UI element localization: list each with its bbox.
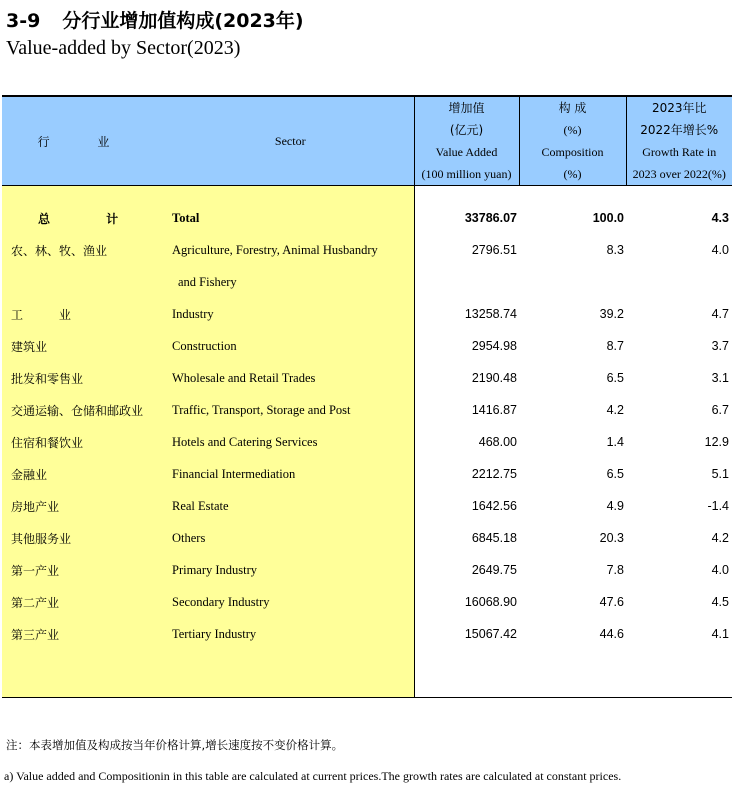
row-value-added xyxy=(414,266,519,298)
row-sector-en: Traffic, Transport, Storage and Post xyxy=(167,394,414,426)
table-title-cn xyxy=(6,6,304,33)
row-industry-cn: 其他服务业 xyxy=(2,522,167,554)
table-row xyxy=(2,490,732,522)
row-growth-rate: 12.9 xyxy=(704,435,729,449)
row-growth-rate: 6.7 xyxy=(711,403,729,417)
row-sector-en: Industry xyxy=(167,298,414,330)
row-industry-cn: 工 业 xyxy=(2,298,167,330)
row-growth-rate: 3.1 xyxy=(711,371,729,385)
row-growth-rate: 4.1 xyxy=(711,627,729,641)
table-row xyxy=(2,266,732,298)
header-industry-cn: 行 业 xyxy=(2,96,167,186)
footnote-cn: 注：本表增加值及构成按当年价格计算,增长速度按不变价格计算。 xyxy=(6,738,344,752)
row-composition: 7.8 xyxy=(606,563,624,577)
row-composition xyxy=(519,266,626,298)
row-industry-cn: 批发和零售业 xyxy=(2,362,167,394)
row-industry-cn: 第一产业 xyxy=(2,554,167,586)
row-industry-cn: 建筑业 xyxy=(2,330,167,362)
row-composition: 1.4 xyxy=(606,435,624,449)
header-growth-rate: 2023年比 2022年增长% Growth Rate in 2023 over 2022(%) xyxy=(626,96,732,186)
row-growth-rate: 5.1 xyxy=(711,467,729,481)
row-composition: 44.6 xyxy=(599,627,624,641)
row-composition: 4.9 xyxy=(606,499,624,513)
row-composition: 100.0 xyxy=(592,211,624,225)
row-growth-rate: 4.7 xyxy=(711,307,729,321)
spacer-row xyxy=(2,186,732,203)
table-row xyxy=(2,554,732,586)
row-sector-en: Secondary Industry xyxy=(167,586,414,618)
row-sector-en: Tertiary Industry xyxy=(167,618,414,650)
row-value-added: 1642.56 xyxy=(471,499,517,513)
row-composition: 39.2 xyxy=(599,307,624,321)
row-value-added: 1416.87 xyxy=(471,403,517,417)
row-industry-cn: 交通运输、仓储和邮政业 xyxy=(2,394,167,426)
row-industry-cn: 第三产业 xyxy=(2,618,167,650)
row-industry-cn: 总 计 xyxy=(2,202,167,234)
table-row xyxy=(2,330,732,362)
row-composition: 8.7 xyxy=(606,339,624,353)
row-sector-en: Total xyxy=(167,202,414,234)
row-sector-en: Financial Intermediation xyxy=(167,458,414,490)
row-value-added: 15067.42 xyxy=(464,627,517,641)
row-industry-cn: 第二产业 xyxy=(2,586,167,618)
row-value-added: 2212.75 xyxy=(471,467,517,481)
footnote-en: a) Value added and Compositionin in this table are calculated at current prices.The growth rates are calculated at constant prices. xyxy=(4,769,622,783)
table-row xyxy=(2,394,732,426)
row-value-added: 2796.51 xyxy=(471,243,517,257)
row-industry-cn: 住宿和餐饮业 xyxy=(2,426,167,458)
table-row xyxy=(2,298,732,330)
row-composition: 20.3 xyxy=(599,531,624,545)
row-value-added: 2649.75 xyxy=(471,563,517,577)
header-value-added: 增加值 (亿元) Value Added (100 million yuan) xyxy=(414,96,519,186)
table-row xyxy=(2,234,732,266)
row-composition: 47.6 xyxy=(599,595,624,609)
row-sector-en: Wholesale and Retail Trades xyxy=(167,362,414,394)
table-number: 3-9 xyxy=(6,10,41,32)
row-growth-rate: -1.4 xyxy=(707,499,729,513)
row-value-added: 6845.18 xyxy=(471,531,517,545)
row-value-added: 468.00 xyxy=(478,435,517,449)
row-growth-rate: 4.5 xyxy=(711,595,729,609)
row-value-added: 16068.90 xyxy=(464,595,517,609)
row-value-added: 13258.74 xyxy=(464,307,517,321)
row-value-added: 2954.98 xyxy=(471,339,517,353)
table-row xyxy=(2,362,732,394)
table-title-en: Value-added by Sector(2023) xyxy=(6,37,241,59)
table-row xyxy=(2,586,732,618)
row-sector-en: and Fishery xyxy=(167,266,414,298)
row-composition: 8.3 xyxy=(606,243,624,257)
row-value-added: 33786.07 xyxy=(464,211,517,225)
table-bottom-padding xyxy=(2,650,732,698)
row-sector-en: Hotels and Catering Services xyxy=(167,426,414,458)
table-row-total xyxy=(2,202,732,234)
row-sector-en: Primary Industry xyxy=(167,554,414,586)
row-sector-en: Construction xyxy=(167,330,414,362)
table-row xyxy=(2,426,732,458)
table-row xyxy=(2,458,732,490)
row-sector-en: Others xyxy=(167,522,414,554)
row-growth-rate: 4.0 xyxy=(711,243,729,257)
header-sector-en: Sector xyxy=(167,96,414,186)
row-composition: 6.5 xyxy=(606,467,624,481)
row-growth-rate: 3.7 xyxy=(711,339,729,353)
table-row xyxy=(2,522,732,554)
sector-value-added-table xyxy=(2,95,732,698)
row-industry-cn: 农、林、牧、渔业 xyxy=(2,234,167,266)
row-composition: 4.2 xyxy=(606,403,624,417)
row-growth-rate: 4.3 xyxy=(711,211,729,225)
table-row xyxy=(2,618,732,650)
header-composition: 构 成 (%) Composition (%) xyxy=(519,96,626,186)
row-industry-cn: 房地产业 xyxy=(2,490,167,522)
row-sector-en: Real Estate xyxy=(167,490,414,522)
row-industry-cn xyxy=(2,266,167,298)
row-sector-en: Agriculture, Forestry, Animal Husbandry xyxy=(167,234,414,266)
row-growth-rate xyxy=(626,266,732,298)
table-header-row xyxy=(2,96,732,186)
table-title-cn-text: 分行业增加值构成(2023年) xyxy=(62,10,304,32)
row-value-added: 2190.48 xyxy=(471,371,517,385)
row-growth-rate: 4.2 xyxy=(711,531,729,545)
row-growth-rate: 4.0 xyxy=(711,563,729,577)
row-industry-cn: 金融业 xyxy=(2,458,167,490)
row-composition: 6.5 xyxy=(606,371,624,385)
